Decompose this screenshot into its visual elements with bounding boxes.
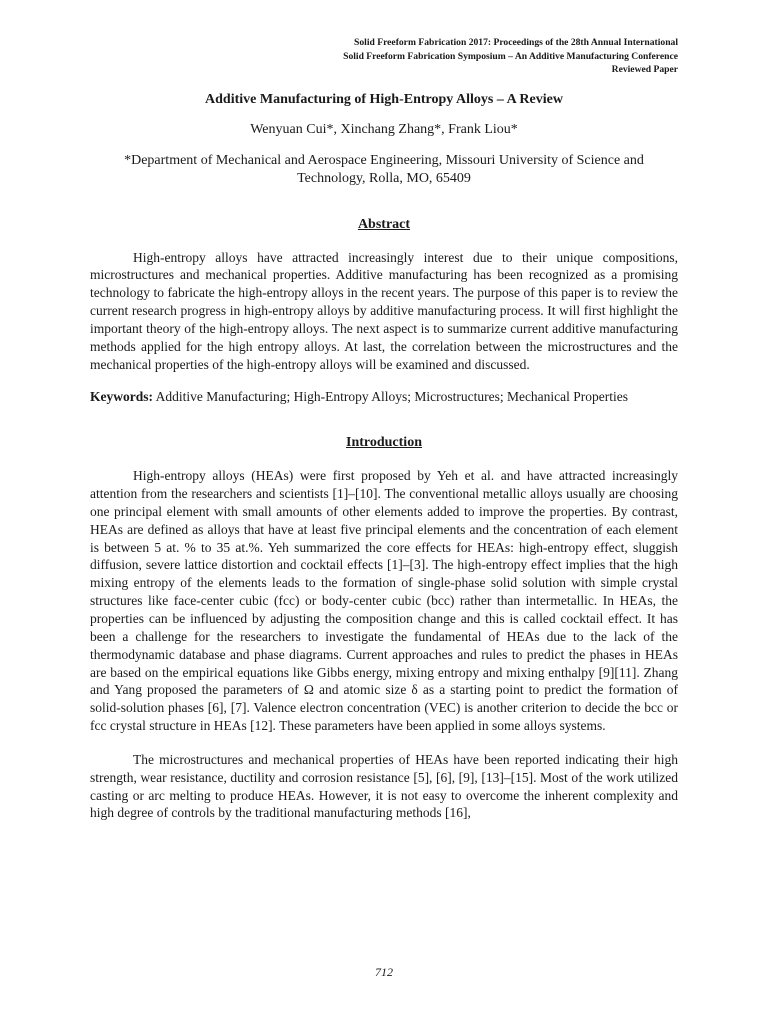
paper-title: Additive Manufacturing of High-Entropy Alloys – A Review bbox=[205, 91, 563, 107]
abstract-text: High-entropy alloys have attracted increasingly interest due to their unique compositions, microstructures and mechanical properties. Additive manufacturing has been recognized as a promising technology to fabricate the high-entropy alloys in the recent years. The purpose of this paper is to review the current research progress in high-entropy alloys by additive manufacturing process. It will first highlight the important theory of the high-entropy alloys. The next aspect is to summarize current additive manufacturing methods applied for the high entropy alloys. At last, the correlation between the microstructures and the mechanical properties of the high-entropy alloys will be examined and discussed. bbox=[90, 249, 678, 372]
proceedings-header bbox=[90, 36, 678, 77]
keywords-text: Additive Manufacturing; High-Entropy Alloys; Microstructures; Mechanical Properties bbox=[153, 389, 629, 405]
intro-paragraph-1: High-entropy alloys (HEAs) were first proposed by Yeh et al. and have attracted increasingly attention from the researchers and scientists [1]–[10]. The conventional metallic alloys usually are choosing one principal element with small amounts of other elements added to improve the properties. By contrast, HEAs are defined as alloys that have at least five principal elements and the concentration of each element is between 5 at. % to 35 at.%. Yeh summarized the core effects for HEAs: high-entropy effect, sluggish diffusion, severe lattice distortion and cocktail effects [1]–[3]. The high-entropy effect implies that the high mixing entropy of the elements leads to the formation of single-phase solid solution with simple crystal structures like face-center cubic (fcc) or body-center cubic (bcc) rather than intermetallic. In HEAs, the properties can be influenced by adjusting the composition change and this is called cocktail effect. It has been a challenge for the researchers to investigate the fundamental of HEAs due to the lack of the thermodynamic database and phase diagrams. Current approaches and rules to predict the phases in HEAs are based on the empirical equations like Gibbs energy, mixing entropy and mixing enthalpy [9][11]. Zhang and Yang proposed the parameters of Ω and atomic size δ as a starting point to predict the formation of solid-solution phases [6], [7]. Valence electron concentration (VEC) is another criterion to decide the bcc or fcc crystal structure in HEAs [12]. These parameters have been applied in some alloys systems. bbox=[90, 468, 678, 734]
header-line-2: Solid Freeform Fabrication Symposium – An Additive Manufacturing Conference bbox=[343, 50, 678, 62]
header-line-3: Reviewed Paper bbox=[611, 64, 678, 75]
abstract-heading: Abstract bbox=[357, 216, 411, 232]
keywords-label: Keywords: bbox=[90, 389, 153, 405]
affiliation: *Department of Mechanical and Aerospace Engineering, Missouri University of Science and Technology, Rolla, MO, 65409 bbox=[124, 152, 644, 186]
page-number: 712 bbox=[375, 965, 393, 979]
intro-paragraph-2: The microstructures and mechanical properties of HEAs have been reported indicating their high strength, wear resistance, ductility and corrosion resistance [5], [6], [9], [13]–[15]. Most of the work utilized casting or arc melting to produce HEAs. However, it is not easy to overcome the inherent complexity and high degree of controls by the traditional manufacturing methods [16], bbox=[90, 751, 678, 821]
keywords bbox=[90, 388, 678, 406]
authors: Wenyuan Cui*, Xinchang Zhang*, Frank Liou* bbox=[250, 121, 518, 137]
introduction-heading: Introduction bbox=[346, 435, 422, 451]
header-line-1: Solid Freeform Fabrication 2017: Proceedings of the 28th Annual International bbox=[354, 37, 678, 48]
